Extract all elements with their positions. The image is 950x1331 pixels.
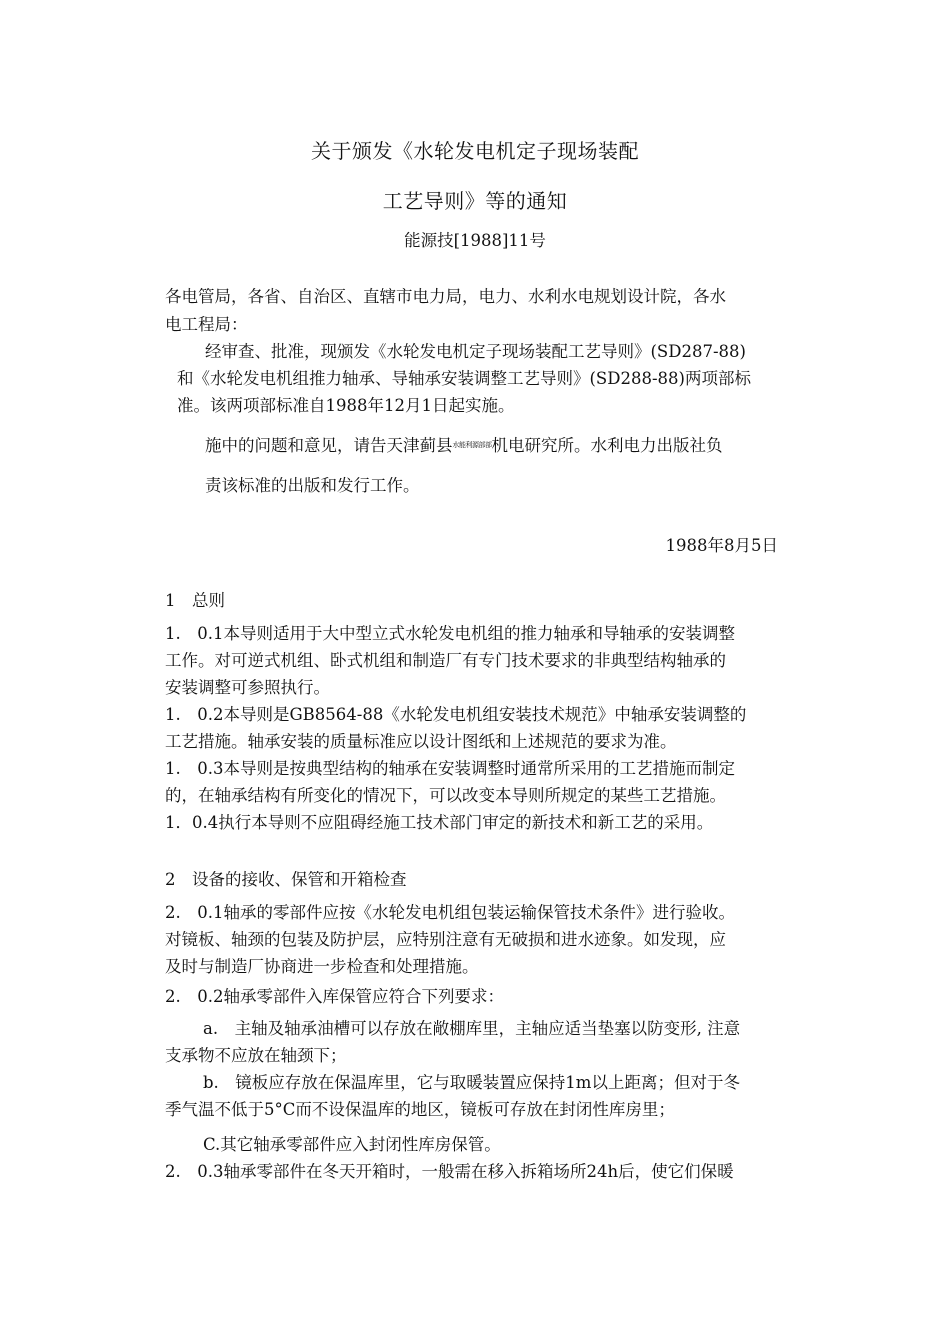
section-2-line: a. 主轴及轴承油槽可以存放在敞棚库里，主轴应适当垫塞以防变形, 注意 — [203, 1019, 741, 1038]
document-number: 能源技[1988]11号 — [404, 231, 546, 250]
notice-body-line-4 — [205, 435, 723, 456]
section-1-heading: 1 总则 — [165, 591, 225, 610]
section-1-line: 1. 0.2本导则是GB8564-88《水轮发电机组安装技术规范》中轴承安装调整的 — [165, 705, 747, 724]
notice-body-line-3: 准。该两项部标准自1988年12月1日起实施。 — [177, 396, 515, 415]
addressee-line-2: 电工程局： — [165, 315, 248, 334]
notice-body-line-4-end: 机电研究所。水利电力出版社负 — [491, 436, 723, 455]
section-2-line: 季气温不低于5°C而不设保温库的地区，镜板可存放在封闭性库房里； — [165, 1100, 675, 1119]
notice-body-line-1: 经审查、批准，现颁发《水轮发电机定子现场装配工艺导则》(SD287-88) — [205, 342, 746, 361]
section-1-line: 1. 0.3本导则是按典型结构的轴承在安装调整时通常所采用的工艺措施而制定 — [165, 759, 735, 778]
notice-body-line-2: 和《水轮发电机组推力轴承、导轴承安装调整工艺导则》(SD288-88)两项部标 — [177, 369, 751, 388]
section-2-line: C.其它轴承零部件应入封闭性库房保管。 — [203, 1135, 501, 1154]
section-2-line: b. 镜板应存放在保温库里，它与取暖装置应保持1m以上距离；但对于冬 — [203, 1073, 740, 1092]
notice-date: 1988年8月5日 — [665, 536, 778, 555]
section-2-line: 及时与制造厂协商进一步检查和处理措施。 — [165, 957, 479, 976]
section-2-line: 2. 0.1轴承的零部件应按《水轮发电机组包装运输保管技术条件》进行验收。 — [165, 903, 735, 922]
section-2-line: 支承物不应放在轴颈下； — [165, 1046, 347, 1065]
notice-body-line-5: 责该标准的出版和发行工作。 — [205, 476, 420, 495]
addressee-line-1: 各电管局，各省、自治区、直辖市电力局，电力、水利水电规划设计院，各水 — [165, 287, 726, 306]
small-print-fragment: 水能利源部部 — [452, 441, 492, 449]
section-2-line: 2. 0.2轴承零部件入库保管应符合下列要求： — [165, 987, 504, 1006]
notice-body-line-4-start: 施中的问题和意见，请告天津蓟县 — [205, 436, 453, 455]
section-1-line: 1．0.4执行本导则不应阻碍经施工技术部门审定的新技术和新工艺的采用。 — [165, 813, 714, 832]
section-1-line: 安装调整可参照执行。 — [165, 678, 330, 697]
section-1-line: 工作。对可逆式机组、卧式机组和制造厂有专门技术要求的非典型结构轴承的 — [165, 651, 726, 670]
notice-title-line-2: 工艺导则》等的通知 — [382, 189, 568, 213]
section-2-line: 对镜板、轴颈的包装及防护层，应特别注意有无破损和进水迹象。如发现，应 — [165, 930, 726, 949]
section-2-line: 2. 0.3轴承零部件在冬天开箱时，一般需在移入拆箱场所24h后，使它们保暖 — [165, 1162, 734, 1181]
section-1-line: 工艺措施。轴承安装的质量标准应以设计图纸和上述规范的要求为准。 — [165, 732, 677, 751]
section-2-heading: 2 设备的接收、保管和开箱检查 — [165, 870, 407, 889]
section-1-line: 的，在轴承结构有所变化的情况下，可以改变本导则所规定的某些工艺措施。 — [165, 786, 726, 805]
section-1-line: 1. 0.1本导则适用于大中型立式水轮发电机组的推力轴承和导轴承的安装调整 — [165, 624, 735, 643]
notice-title-line-1: 关于颁发《水轮发电机定子现场装配 — [311, 139, 639, 163]
